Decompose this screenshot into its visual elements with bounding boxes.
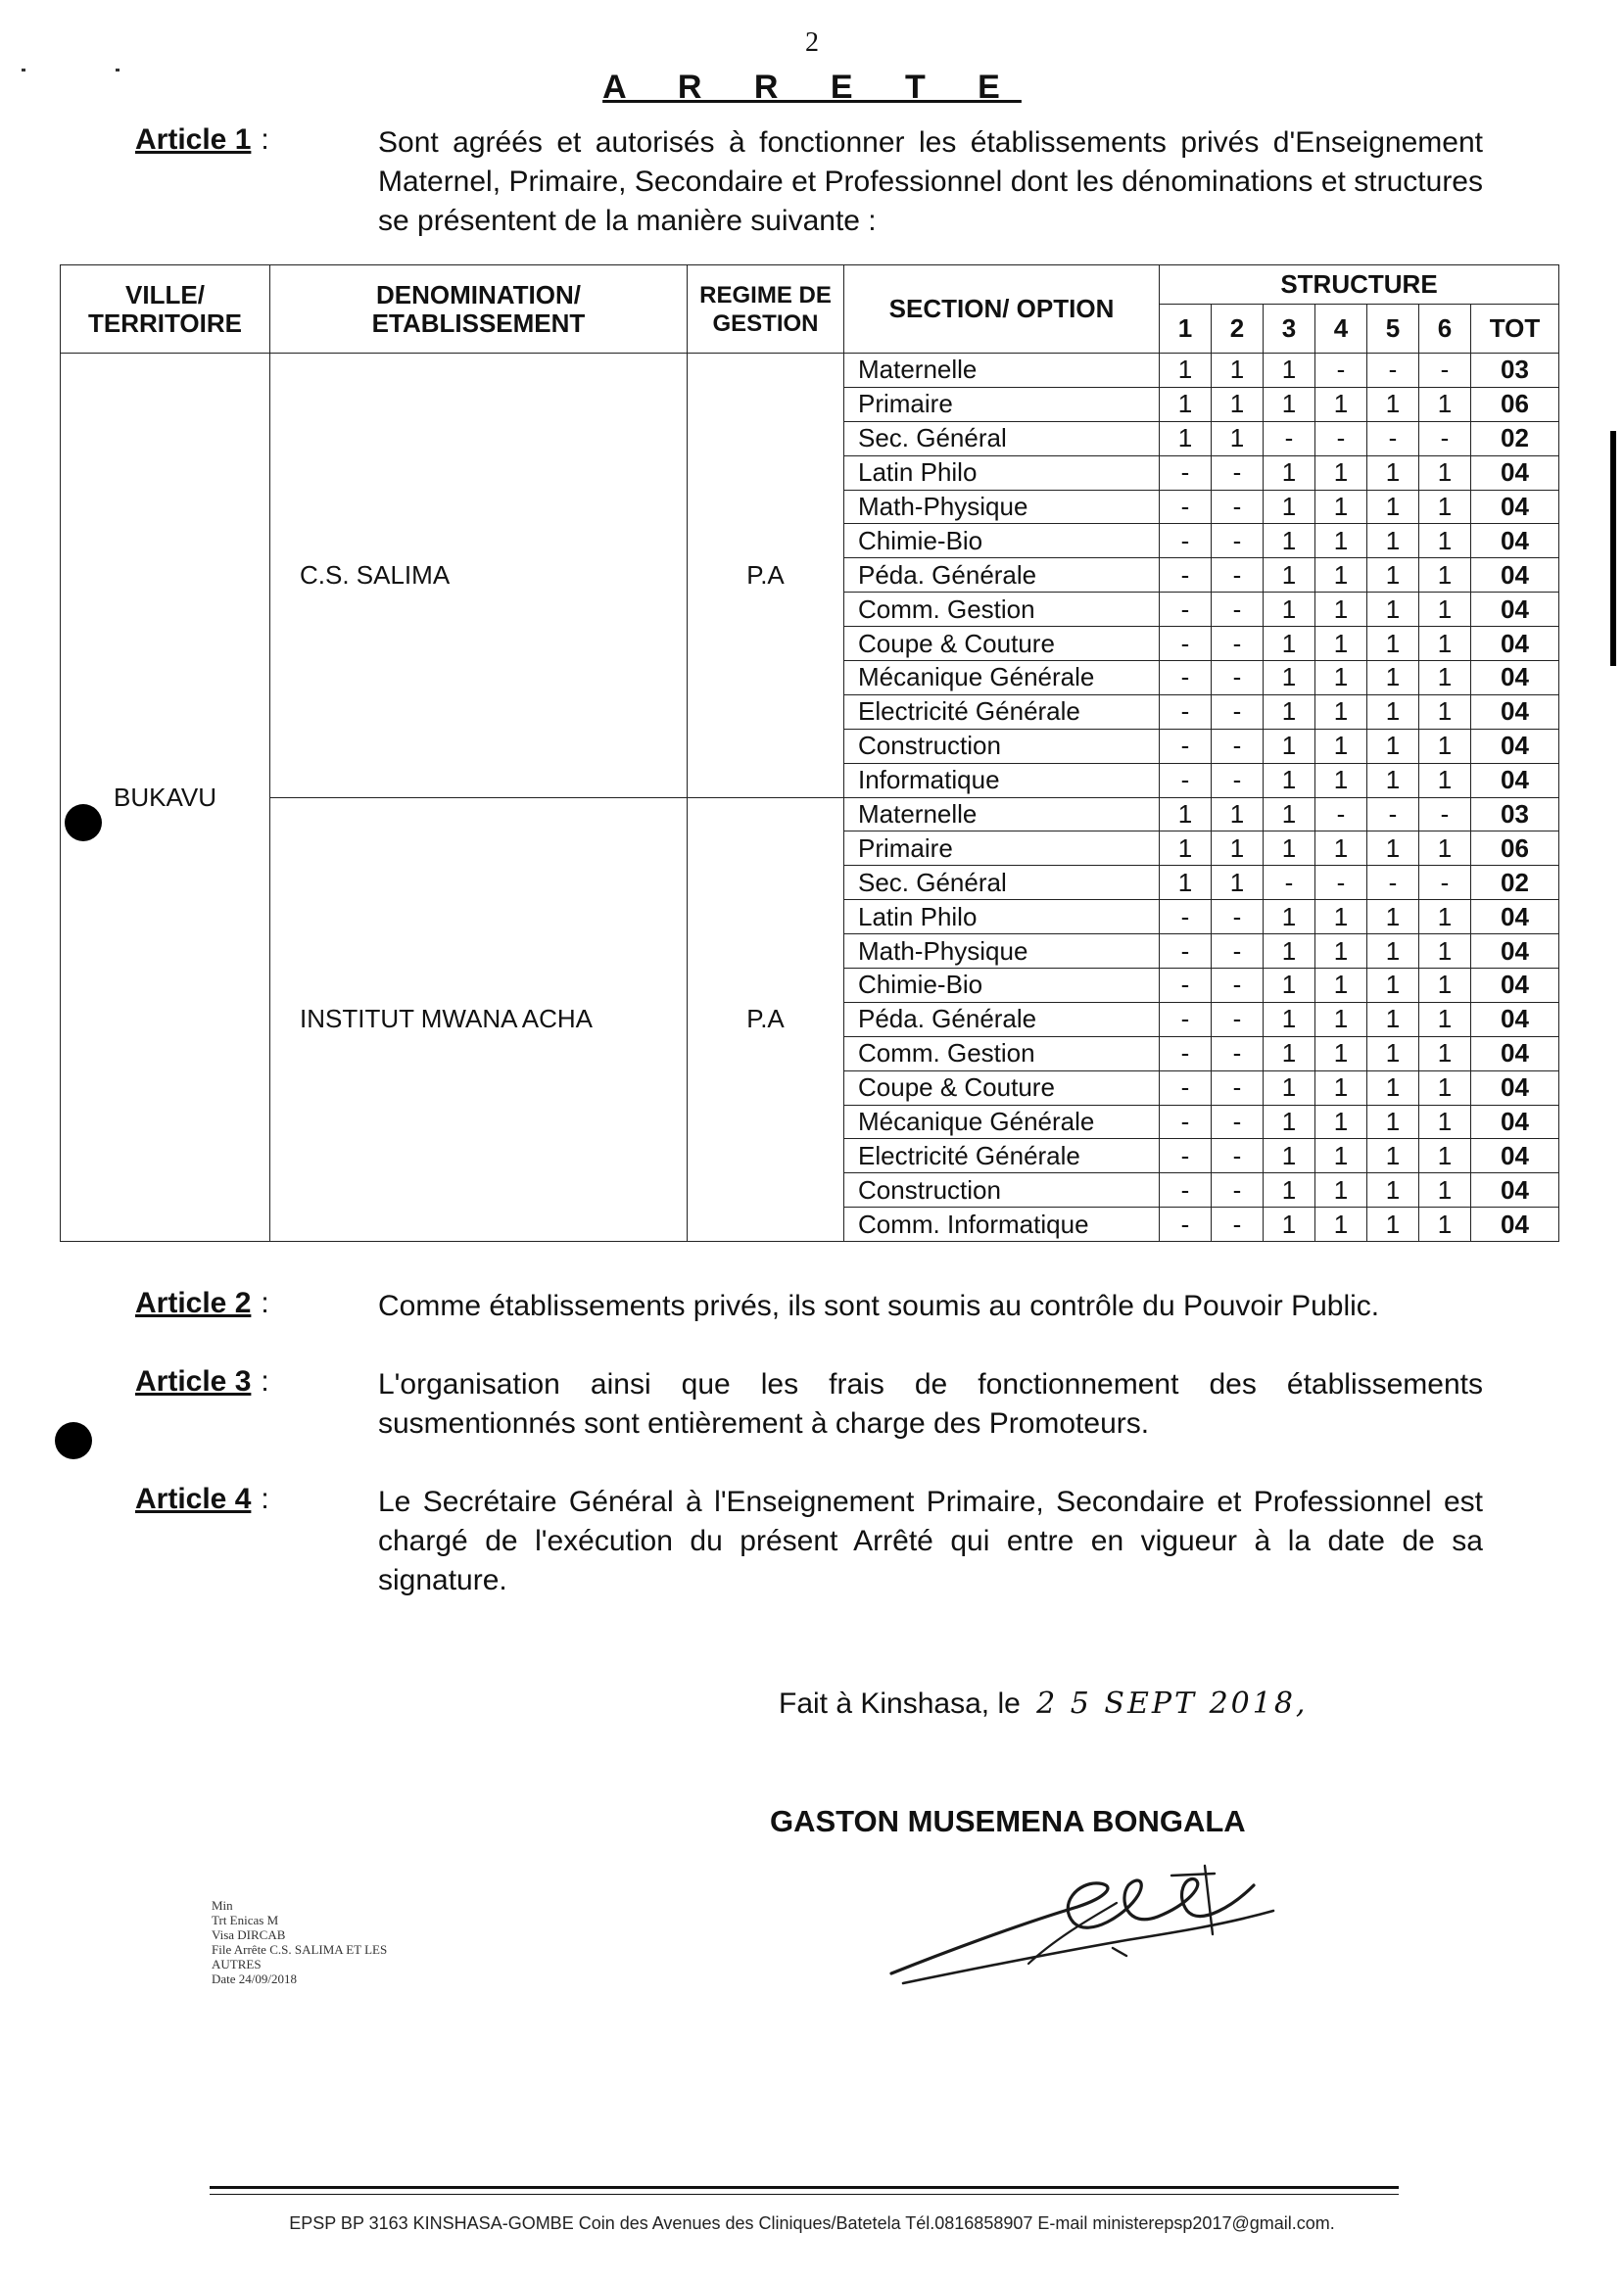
grade-cell: - (1264, 421, 1315, 455)
grade-cell: 1 (1264, 387, 1315, 421)
grade-cell: 1 (1264, 831, 1315, 866)
grade-cell: - (1212, 900, 1264, 934)
grade-cell: 1 (1419, 627, 1471, 661)
grade-cell: 1 (1367, 1208, 1419, 1242)
grade-cell: - (1212, 1070, 1264, 1105)
grade-cell: 1 (1212, 797, 1264, 831)
section-cell: Maternelle (844, 354, 1160, 388)
article-3-label: Article 3 : (135, 1365, 269, 1398)
grade-cell: 1 (1419, 455, 1471, 490)
grade-cell: 1 (1212, 354, 1264, 388)
grade-cell: 1 (1264, 934, 1315, 969)
grade-cell: - (1212, 490, 1264, 524)
grade-cell: - (1264, 866, 1315, 900)
grade-cell: - (1212, 558, 1264, 593)
grade-cell: 1 (1264, 1002, 1315, 1036)
header-section: SECTION/ OPTION (844, 265, 1160, 354)
grade-cell: 1 (1212, 421, 1264, 455)
section-cell: Maternelle (844, 797, 1160, 831)
grade-cell: 1 (1367, 627, 1419, 661)
grade-cell: 1 (1419, 763, 1471, 797)
grade-cell: 1 (1264, 455, 1315, 490)
structure-table (60, 264, 1559, 1242)
grade-cell: 1 (1367, 1002, 1419, 1036)
grade-cell: 1 (1419, 661, 1471, 695)
grade-cell: 1 (1315, 763, 1367, 797)
total-cell: 04 (1471, 934, 1559, 969)
table-row (61, 797, 1559, 831)
article-1-text: Sont agréés et autorisés à fonctionner les établissements privés d'Enseignement Maternel, Primaire, Secondaire et Professionnel dont les dénominations et structures se présentent de la manière suivante : (378, 126, 1483, 237)
section-cell: Latin Philo (844, 900, 1160, 934)
grade-cell: 1 (1264, 524, 1315, 558)
grade-cell: 1 (1315, 524, 1367, 558)
grade-cell: - (1160, 593, 1212, 627)
grade-cell: 1 (1367, 524, 1419, 558)
total-cell: 06 (1471, 831, 1559, 866)
grade-cell: - (1212, 627, 1264, 661)
grade-cell: 1 (1419, 387, 1471, 421)
signoff-line (779, 1686, 1308, 1721)
grade-cell: 1 (1419, 729, 1471, 763)
total-cell: 03 (1471, 354, 1559, 388)
grade-cell: 1 (1367, 661, 1419, 695)
grade-cell: 1 (1419, 900, 1471, 934)
grade-cell: 1 (1367, 558, 1419, 593)
grade-cell: - (1160, 900, 1212, 934)
total-cell: 04 (1471, 1139, 1559, 1173)
total-cell: 02 (1471, 866, 1559, 900)
grade-cell: 1 (1264, 797, 1315, 831)
section-cell: Comm. Gestion (844, 593, 1160, 627)
internal-references (212, 1898, 387, 1986)
grade-cell: 1 (1367, 900, 1419, 934)
section-cell: Chimie-Bio (844, 524, 1160, 558)
total-cell: 04 (1471, 1002, 1559, 1036)
grade-cell: - (1315, 866, 1367, 900)
section-cell: Construction (844, 729, 1160, 763)
grade-cell: 1 (1419, 524, 1471, 558)
footer-rule (210, 2186, 1399, 2189)
grade-cell: 1 (1419, 1036, 1471, 1070)
school-name-cell: INSTITUT MWANA ACHA (270, 797, 688, 1242)
total-cell: 04 (1471, 1036, 1559, 1070)
grade-cell: 1 (1419, 1173, 1471, 1208)
reference-line: File Arrête C.S. SALIMA ET LES (212, 1942, 388, 1957)
reference-line: Trt Enicas M (212, 1913, 279, 1927)
grade-cell: 1 (1419, 1002, 1471, 1036)
grade-cell: 1 (1315, 694, 1367, 729)
grade-cell: 1 (1367, 729, 1419, 763)
grade-cell: - (1212, 1002, 1264, 1036)
article-3-text: L'organisation ainsi que les frais de fonctionnement des établissements susmentionnés sont entièrement à charge des Promoteurs. (378, 1368, 1483, 1440)
total-cell: 04 (1471, 627, 1559, 661)
grade-cell: 1 (1315, 593, 1367, 627)
grade-cell: - (1212, 1105, 1264, 1139)
grade-cell: 1 (1264, 1208, 1315, 1242)
grade-cell: - (1212, 1173, 1264, 1208)
grade-cell: 1 (1315, 455, 1367, 490)
grade-cell: 1 (1264, 1139, 1315, 1173)
grade-cell: 1 (1264, 1036, 1315, 1070)
grade-cell: 1 (1315, 729, 1367, 763)
regime-cell: P.A (688, 354, 844, 798)
section-cell: Chimie-Bio (844, 969, 1160, 1003)
grade-cell: 1 (1212, 387, 1264, 421)
grade-cell: 1 (1367, 593, 1419, 627)
total-cell: 04 (1471, 694, 1559, 729)
grade-cell: 1 (1160, 866, 1212, 900)
grade-cell: 1 (1264, 1105, 1315, 1139)
grade-cell: 1 (1264, 354, 1315, 388)
grade-cell: 1 (1367, 490, 1419, 524)
grade-cell: - (1419, 797, 1471, 831)
grade-cell: 1 (1315, 1139, 1367, 1173)
grade-cell: 1 (1315, 490, 1367, 524)
total-cell: 04 (1471, 1070, 1559, 1105)
grade-cell: 1 (1419, 934, 1471, 969)
total-cell: 03 (1471, 797, 1559, 831)
grade-cell: - (1160, 729, 1212, 763)
section-cell: Electricité Générale (844, 694, 1160, 729)
header-grade-3: 3 (1264, 305, 1315, 354)
signoff-prefix: Fait à Kinshasa, le (779, 1687, 1021, 1720)
grade-cell: - (1160, 1139, 1212, 1173)
grade-cell: 1 (1419, 694, 1471, 729)
grade-cell: - (1212, 969, 1264, 1003)
section-cell: Coupe & Couture (844, 1070, 1160, 1105)
punch-hole (65, 804, 102, 841)
school-name-cell: C.S. SALIMA (270, 354, 688, 798)
reference-line: Min (212, 1898, 233, 1913)
header-regime: REGIME DE GESTION (688, 265, 844, 354)
grade-cell: 1 (1264, 558, 1315, 593)
grade-cell: 1 (1367, 934, 1419, 969)
header-grade-1: 1 (1160, 305, 1212, 354)
grade-cell: 1 (1315, 1002, 1367, 1036)
grade-cell: - (1160, 934, 1212, 969)
grade-cell: - (1212, 455, 1264, 490)
header-grade-2: 2 (1212, 305, 1264, 354)
grade-cell: - (1367, 797, 1419, 831)
grade-cell: 1 (1315, 627, 1367, 661)
footer-rule (210, 2194, 1399, 2195)
grade-cell: 1 (1315, 900, 1367, 934)
section-cell: Coupe & Couture (844, 627, 1160, 661)
grade-cell: 1 (1264, 1173, 1315, 1208)
grade-cell: 1 (1367, 1070, 1419, 1105)
grade-cell: - (1419, 354, 1471, 388)
punch-hole (55, 1422, 92, 1459)
grade-cell: 1 (1264, 490, 1315, 524)
city-cell: BUKAVU (61, 354, 270, 1242)
table-body (61, 354, 1559, 1242)
section-cell: Primaire (844, 831, 1160, 866)
grade-cell: 1 (1160, 354, 1212, 388)
section-cell: Sec. Général (844, 421, 1160, 455)
grade-cell: 1 (1264, 661, 1315, 695)
grade-cell: 1 (1315, 1208, 1367, 1242)
section-cell: Math-Physique (844, 490, 1160, 524)
total-cell: 04 (1471, 490, 1559, 524)
grade-cell: - (1160, 1002, 1212, 1036)
grade-cell: 1 (1315, 969, 1367, 1003)
grade-cell: - (1315, 421, 1367, 455)
grade-cell: 1 (1315, 661, 1367, 695)
grade-cell: 1 (1264, 969, 1315, 1003)
grade-cell: 1 (1212, 866, 1264, 900)
grade-cell: 1 (1315, 558, 1367, 593)
grade-cell: 1 (1367, 694, 1419, 729)
article-4-label: Article 4 : (135, 1483, 269, 1515)
grade-cell: - (1160, 627, 1212, 661)
grade-cell: - (1315, 354, 1367, 388)
section-cell: Mécanique Générale (844, 661, 1160, 695)
grade-cell: - (1160, 490, 1212, 524)
grade-cell: - (1160, 1070, 1212, 1105)
section-cell: Péda. Générale (844, 558, 1160, 593)
grade-cell: - (1212, 524, 1264, 558)
grade-cell: 1 (1264, 900, 1315, 934)
total-cell: 04 (1471, 593, 1559, 627)
grade-cell: - (1160, 969, 1212, 1003)
section-cell: Math-Physique (844, 934, 1160, 969)
total-cell: 04 (1471, 1173, 1559, 1208)
grade-cell: 1 (1367, 1036, 1419, 1070)
grade-cell: 1 (1367, 831, 1419, 866)
grade-cell: - (1419, 421, 1471, 455)
grade-cell: 1 (1367, 1105, 1419, 1139)
total-cell: 04 (1471, 524, 1559, 558)
header-grade-4: 4 (1315, 305, 1367, 354)
section-cell: Sec. Général (844, 866, 1160, 900)
grade-cell: - (1212, 729, 1264, 763)
grade-cell: - (1315, 797, 1367, 831)
article-2-text: Comme établissements privés, ils sont soumis au contrôle du Pouvoir Public. (378, 1290, 1380, 1322)
grade-cell: 1 (1264, 763, 1315, 797)
grade-cell: - (1160, 524, 1212, 558)
grade-cell: 1 (1315, 1173, 1367, 1208)
grade-cell: 1 (1419, 593, 1471, 627)
grade-cell: 1 (1367, 1173, 1419, 1208)
article-1-label: Article 1 : (135, 123, 269, 156)
grade-cell: - (1160, 694, 1212, 729)
total-cell: 04 (1471, 455, 1559, 490)
grade-cell: 1 (1264, 729, 1315, 763)
header-total: TOT (1471, 305, 1559, 354)
scan-edge-mark (1610, 431, 1616, 666)
grade-cell: - (1160, 763, 1212, 797)
header-ville: VILLE/ TERRITOIRE (61, 265, 270, 354)
grade-cell: - (1212, 1036, 1264, 1070)
total-cell: 02 (1471, 421, 1559, 455)
grade-cell: 1 (1419, 969, 1471, 1003)
handwritten-signature (882, 1846, 1293, 2022)
total-cell: 04 (1471, 729, 1559, 763)
grade-cell: - (1212, 661, 1264, 695)
grade-cell: 1 (1160, 797, 1212, 831)
grade-cell: 1 (1160, 831, 1212, 866)
total-cell: 04 (1471, 661, 1559, 695)
grade-cell: 1 (1264, 593, 1315, 627)
header-denomination: DENOMINATION/ ETABLISSEMENT (270, 265, 688, 354)
reference-line: AUTRES (212, 1957, 262, 1971)
total-cell: 06 (1471, 387, 1559, 421)
grade-cell: 1 (1315, 831, 1367, 866)
grade-cell: 1 (1264, 1070, 1315, 1105)
grade-cell: - (1160, 661, 1212, 695)
document-title: A R R E T E (602, 69, 1022, 106)
page-number: 2 (805, 27, 819, 58)
grade-cell: 1 (1264, 627, 1315, 661)
grade-cell: 1 (1212, 831, 1264, 866)
grade-cell: - (1160, 1173, 1212, 1208)
section-cell: Mécanique Générale (844, 1105, 1160, 1139)
grade-cell: 1 (1367, 455, 1419, 490)
section-cell: Comm. Gestion (844, 1036, 1160, 1070)
grade-cell: - (1160, 1105, 1212, 1139)
section-cell: Electricité Générale (844, 1139, 1160, 1173)
reference-line: Date 24/09/2018 (212, 1971, 298, 1986)
article-4-text: Le Secrétaire Général à l'Enseignement Primaire, Secondaire et Professionnel est chargé de l'exécution du présent Arrêté qui entre en vigueur à la date de sa signature. (378, 1486, 1483, 1596)
grade-cell: - (1212, 694, 1264, 729)
grade-cell: 1 (1160, 421, 1212, 455)
article-2-label: Article 2 : (135, 1287, 269, 1319)
grade-cell: - (1160, 455, 1212, 490)
section-cell: Construction (844, 1173, 1160, 1208)
grade-cell: 1 (1264, 694, 1315, 729)
grade-cell: 1 (1315, 1105, 1367, 1139)
grade-cell: - (1367, 421, 1419, 455)
header-structure: STRUCTURE (1160, 265, 1559, 305)
grade-cell: 1 (1315, 1036, 1367, 1070)
grade-cell: - (1160, 1036, 1212, 1070)
total-cell: 04 (1471, 558, 1559, 593)
grade-cell: 1 (1367, 1139, 1419, 1173)
signer-name: GASTON MUSEMENA BONGALA (770, 1804, 1246, 1838)
grade-cell: 1 (1315, 387, 1367, 421)
grade-cell: - (1367, 354, 1419, 388)
total-cell: 04 (1471, 969, 1559, 1003)
grade-cell: - (1419, 866, 1471, 900)
regime-cell: P.A (688, 797, 844, 1242)
footer-address: EPSP BP 3163 KINSHASA-GOMBE Coin des Avenues des Cliniques/Batetela Tél.0816858907 E-mail ministerepsp2017@gmail.com. (289, 2213, 1335, 2233)
grade-cell: - (1160, 1208, 1212, 1242)
grade-cell: 1 (1419, 1208, 1471, 1242)
section-cell: Comm. Informatique (844, 1208, 1160, 1242)
grade-cell: - (1212, 593, 1264, 627)
section-cell: Primaire (844, 387, 1160, 421)
grade-cell: 1 (1419, 831, 1471, 866)
reference-line: Visa DIRCAB (212, 1927, 286, 1942)
grade-cell: - (1212, 1208, 1264, 1242)
grade-cell: 1 (1419, 558, 1471, 593)
signoff-date: 2 5 SEPT 2018, (1036, 1686, 1309, 1721)
grade-cell: 1 (1315, 1070, 1367, 1105)
header-grade-5: 5 (1367, 305, 1419, 354)
grade-cell: 1 (1367, 763, 1419, 797)
grade-cell: 1 (1160, 387, 1212, 421)
grade-cell: 1 (1419, 1070, 1471, 1105)
section-cell: Péda. Générale (844, 1002, 1160, 1036)
total-cell: 04 (1471, 1105, 1559, 1139)
table-header (61, 265, 1559, 354)
grade-cell: - (1212, 934, 1264, 969)
grade-cell: 1 (1367, 387, 1419, 421)
section-cell: Latin Philo (844, 455, 1160, 490)
grade-cell: - (1212, 1139, 1264, 1173)
table-row (61, 354, 1559, 388)
grade-cell: 1 (1419, 1139, 1471, 1173)
grade-cell: - (1160, 558, 1212, 593)
grade-cell: - (1367, 866, 1419, 900)
total-cell: 04 (1471, 1208, 1559, 1242)
grade-cell: 1 (1419, 490, 1471, 524)
grade-cell: - (1212, 763, 1264, 797)
total-cell: 04 (1471, 900, 1559, 934)
grade-cell: 1 (1419, 1105, 1471, 1139)
total-cell: 04 (1471, 763, 1559, 797)
grade-cell: 1 (1315, 934, 1367, 969)
section-cell: Informatique (844, 763, 1160, 797)
header-grade-6: 6 (1419, 305, 1471, 354)
grade-cell: 1 (1367, 969, 1419, 1003)
